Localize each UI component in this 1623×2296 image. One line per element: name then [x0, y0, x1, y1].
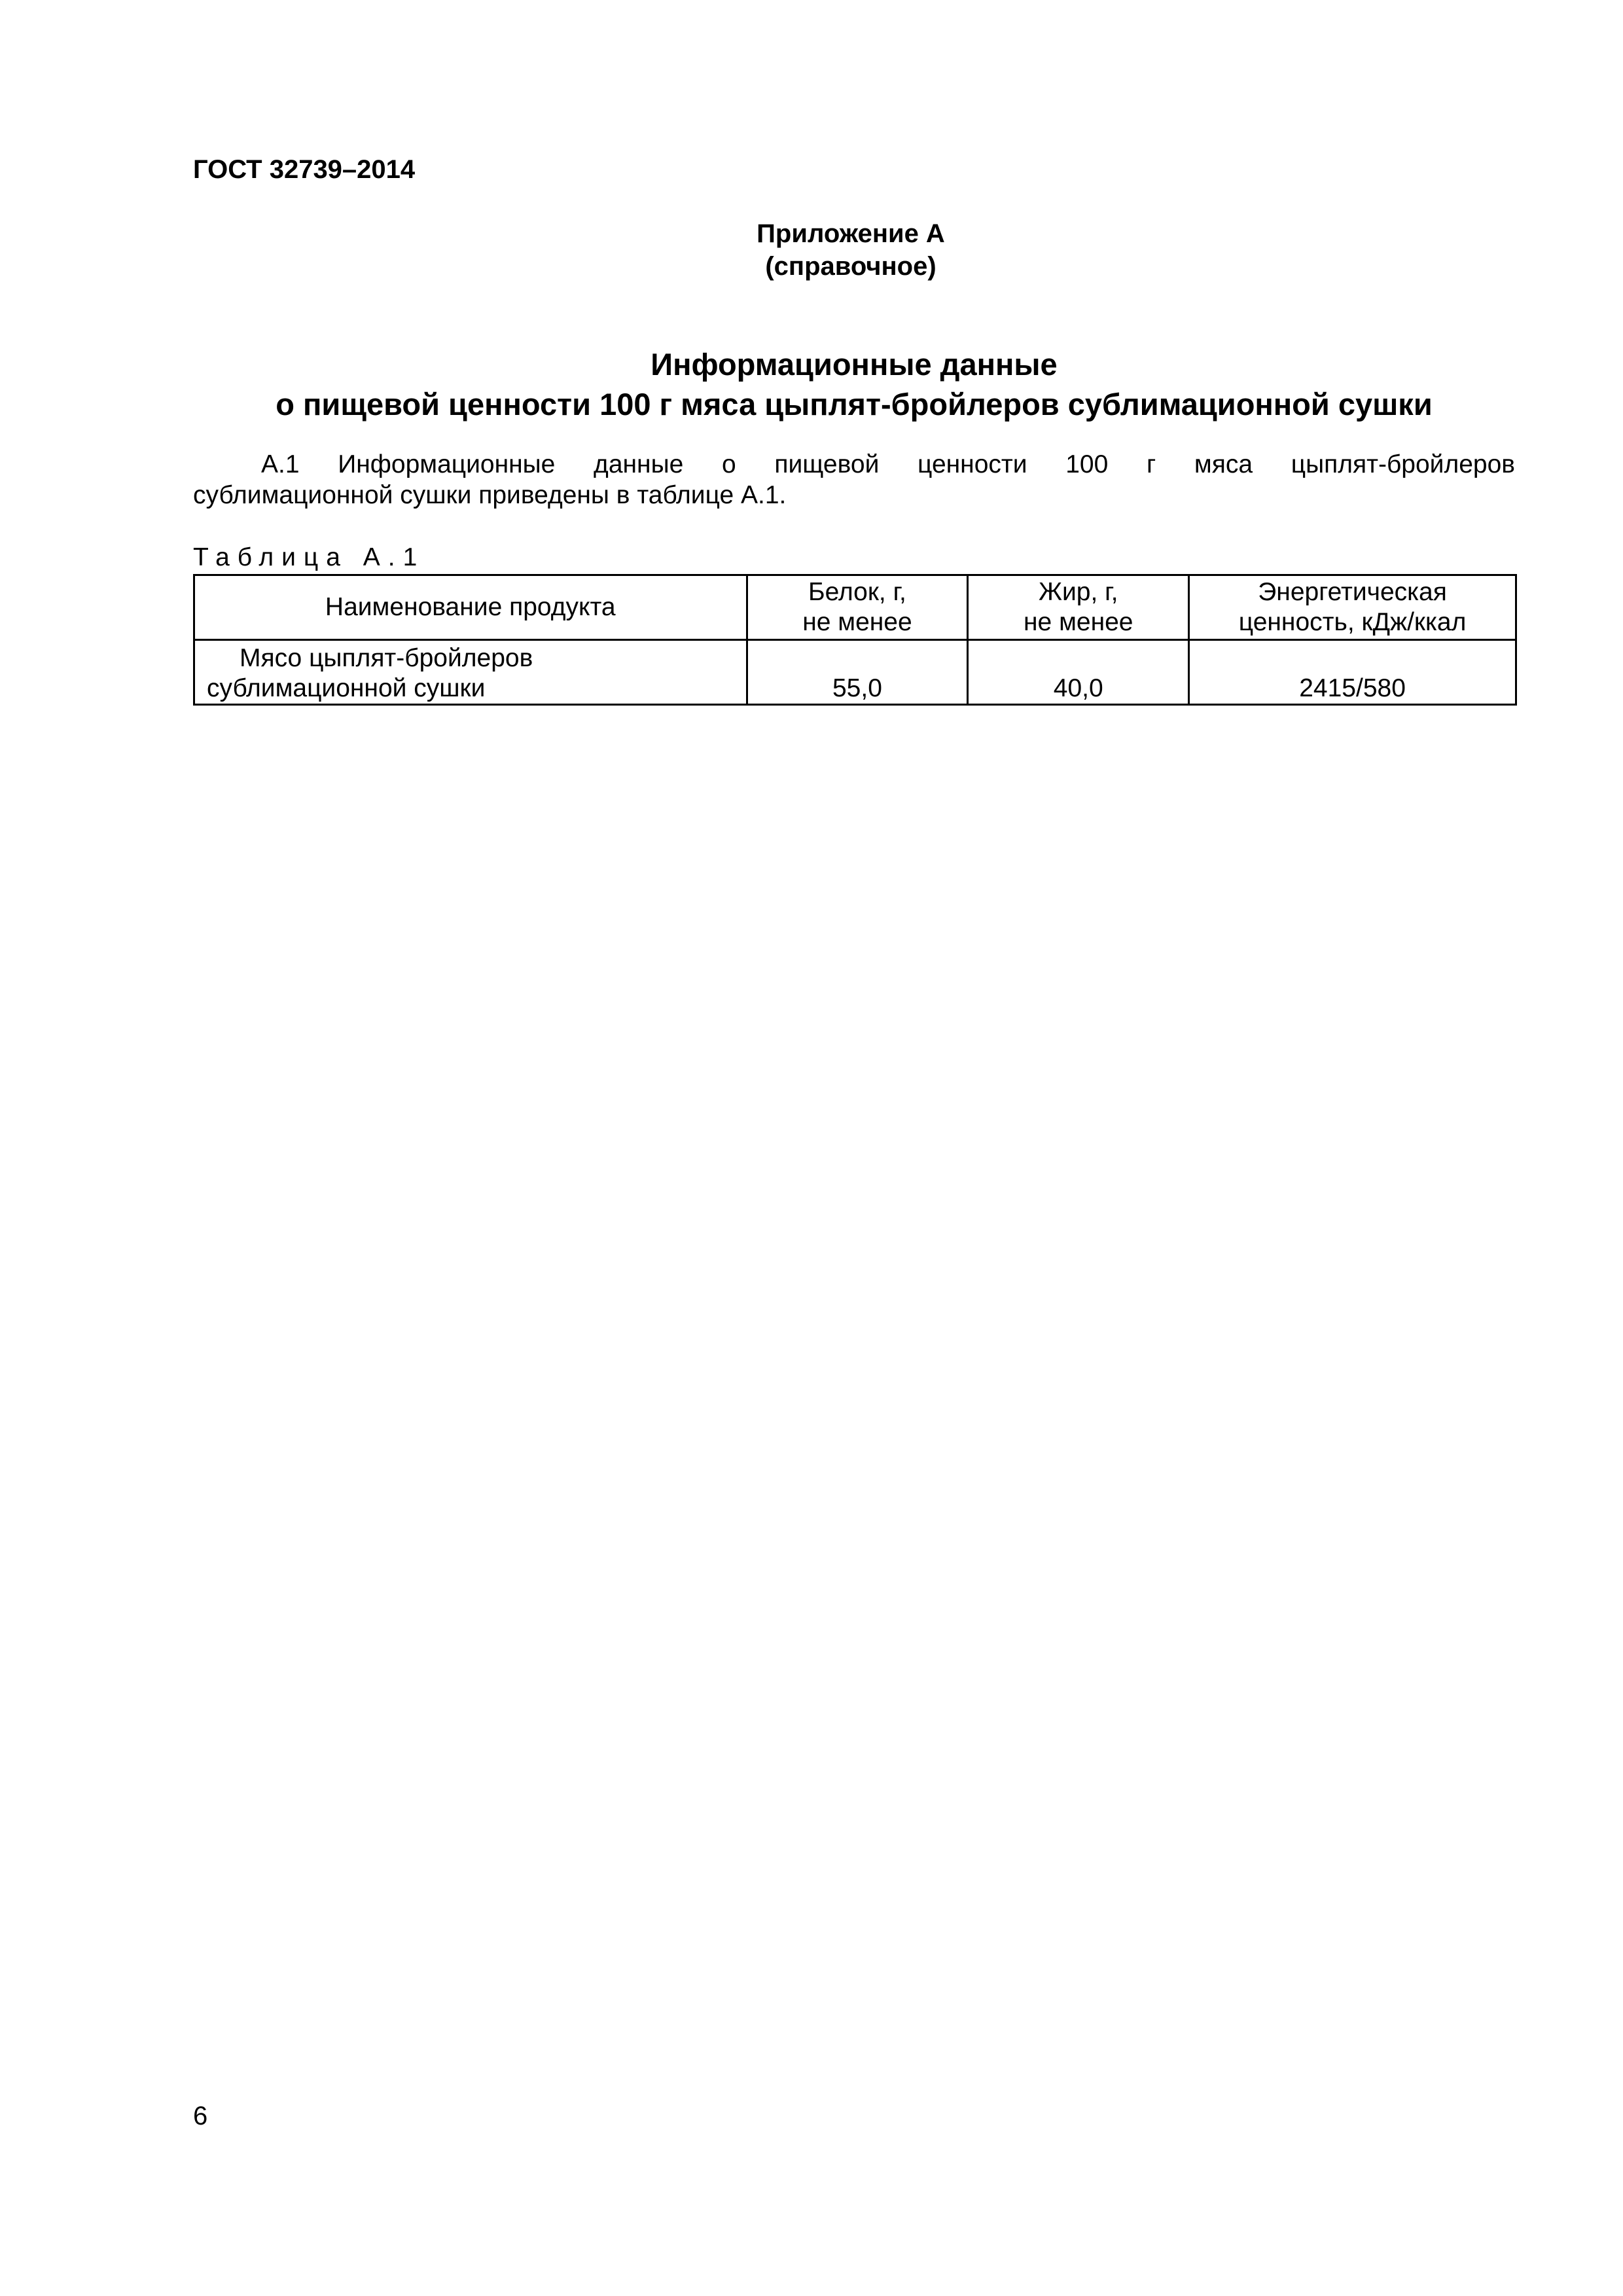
cell-energy: 2415/580 [1189, 640, 1516, 705]
header-fat-line2: не менее [1024, 608, 1133, 636]
paragraph-line1: А.1 Информационные данные о пищевой ценности 100 г мяса цыплят-бройлеров [261, 450, 1515, 478]
annex-heading [0, 217, 1623, 283]
nutrition-table [193, 574, 1517, 706]
document-code: ГОСТ 32739–2014 [193, 155, 416, 184]
cell-protein: 55,0 [747, 640, 968, 705]
page-number: 6 [193, 2102, 208, 2130]
header-product-name [194, 575, 747, 640]
header-protein [747, 575, 968, 640]
product-name-line2: сублимационной сушки [207, 674, 486, 702]
product-name-line1: Мясо цыплят-бройлеров [240, 644, 533, 672]
header-energy [1189, 575, 1516, 640]
annex-title: Приложение А [757, 219, 945, 248]
cell-product-name [194, 640, 747, 705]
annex-type: (справочное) [765, 252, 936, 281]
table-row [194, 640, 1516, 705]
section-title-line2: о пищевой ценности 100 г мяса цыплят-бройлеров сублимационной сушки [276, 387, 1433, 422]
table-header-row [194, 575, 1516, 640]
section-title [193, 344, 1515, 424]
header-energy-line2: ценность, кДж/ккал [1238, 608, 1467, 636]
intro-paragraph [193, 449, 1515, 511]
cell-fat: 40,0 [968, 640, 1189, 705]
header-fat-line1: Жир, г, [1039, 578, 1118, 606]
section-title-line1: Информационные данные [651, 347, 1058, 382]
header-product-name-text: Наименование продукта [325, 593, 616, 621]
header-protein-line1: Белок, г, [808, 578, 906, 606]
header-fat [968, 575, 1189, 640]
table-caption: Таблица А.1 [193, 543, 425, 571]
header-energy-line1: Энергетическая [1258, 578, 1447, 606]
paragraph-line2: сублимационной сушки приведены в таблице А.1. [193, 481, 787, 509]
header-protein-line2: не менее [802, 608, 912, 636]
